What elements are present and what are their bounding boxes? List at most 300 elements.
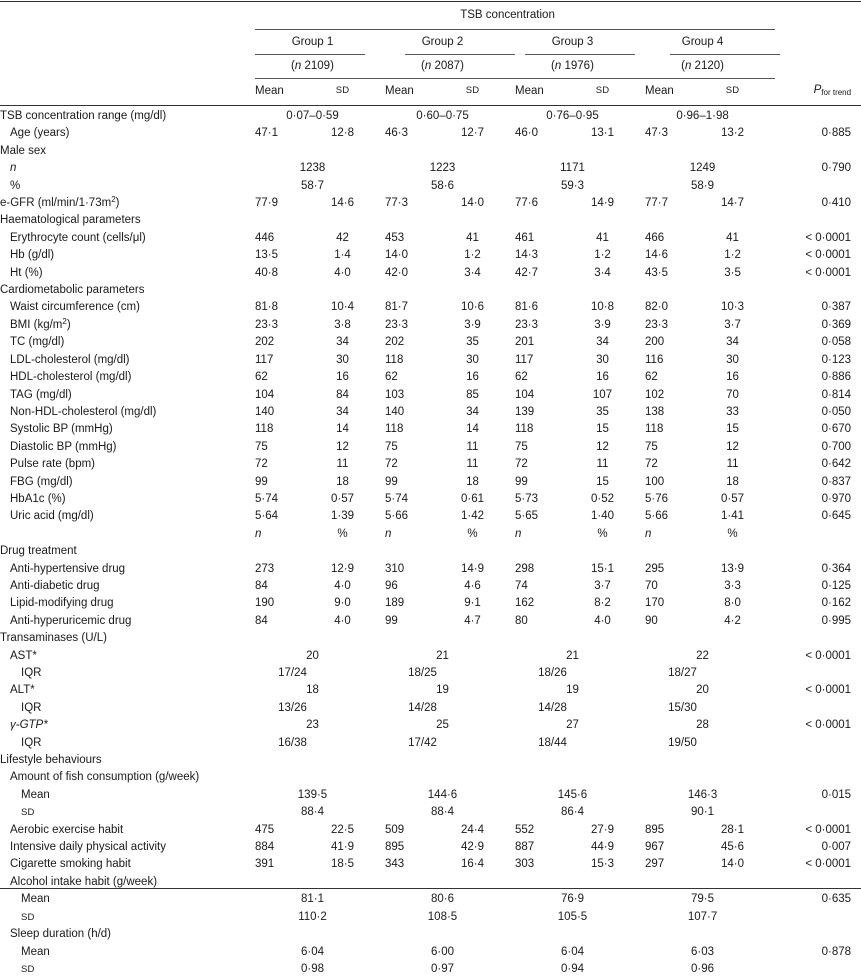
mean-value: 23·3 [515, 318, 539, 331]
mean-value: 466 [645, 231, 665, 244]
spacer [370, 352, 385, 369]
sd-value: 16 [466, 371, 479, 384]
p-trend-value: < 0·0001 [805, 719, 852, 732]
value: 79·5 [691, 893, 715, 906]
row-label: Age (years) [10, 127, 70, 140]
table-row [0, 735, 861, 752]
empty-cell [445, 769, 500, 786]
spacer [500, 508, 515, 525]
spacer [630, 561, 645, 578]
sd-value: 18 [336, 475, 349, 488]
value: 20 [696, 684, 709, 697]
empty-cell [645, 752, 705, 769]
spacer [500, 439, 515, 456]
spacer [370, 926, 385, 943]
sd-value: 34 [726, 336, 739, 349]
table-row [0, 630, 861, 647]
empty-cell [255, 143, 315, 160]
spacer [370, 961, 385, 978]
sd-value: 9·0 [334, 597, 351, 610]
spacer [630, 944, 645, 961]
row-label: Ht (%) [10, 266, 43, 279]
empty-cell [385, 752, 445, 769]
mean-value: 116 [645, 353, 664, 366]
empty-cell [255, 769, 315, 786]
value: 107·7 [687, 910, 718, 923]
sd-value: 34 [466, 405, 479, 418]
p-trend-value: 0·635 [821, 893, 852, 906]
p-trend-value: < 0·0001 [805, 858, 852, 871]
p-trend-value: 0·886 [821, 371, 852, 384]
spacer [500, 108, 515, 125]
table-row [0, 944, 861, 961]
empty-cell [385, 630, 445, 647]
p-trend-value [760, 752, 861, 769]
p-trend-value [760, 769, 861, 786]
table-row [0, 839, 861, 856]
spacer [500, 387, 515, 404]
table-row [0, 961, 861, 978]
spacer [630, 700, 645, 717]
p-trend-value: 0·364 [821, 562, 852, 575]
spacer [370, 265, 385, 282]
spacer [500, 735, 515, 752]
mean-value: 310 [385, 562, 405, 575]
sd-value: 14 [336, 423, 349, 436]
table-row [0, 526, 861, 543]
mean-value: 118 [385, 423, 404, 436]
percent-label: % [597, 527, 608, 540]
spacer [630, 456, 645, 473]
range-value: 0·76–0·95 [546, 110, 599, 122]
sd-value: 15·3 [590, 858, 615, 871]
mean-value: 43·5 [645, 266, 669, 279]
table-row [0, 178, 861, 195]
p-trend-value [760, 804, 861, 821]
sd-value: 3·9 [594, 318, 611, 331]
sd-value: 34 [596, 336, 609, 349]
spacer [630, 856, 645, 873]
empty-cell [575, 769, 630, 786]
mean-value: 189 [385, 597, 405, 610]
value: 15/30 [668, 701, 697, 714]
sd-value: 33 [726, 405, 739, 418]
row-label: Drug treatment [0, 545, 77, 558]
table-row [0, 613, 861, 630]
spacer [630, 369, 645, 386]
mean-value: 81·7 [385, 301, 409, 314]
spacer [500, 299, 515, 316]
p-trend-value [760, 212, 861, 229]
spacer [630, 421, 645, 438]
row-label: Non-HDL-cholesterol (mg/dl) [10, 405, 157, 418]
row-label: TC (mg/dl) [10, 336, 65, 349]
mean-value: 62 [385, 371, 398, 384]
empty-cell [515, 630, 575, 647]
sd-value: 4·6 [464, 579, 481, 592]
mean-value: 77·3 [385, 197, 409, 210]
row-label: TSB concentration range (mg/dl) [0, 110, 167, 122]
mean-value: 81·6 [515, 301, 539, 314]
spacer [370, 456, 385, 473]
mean-value: 70 [645, 579, 658, 592]
spacer [630, 247, 645, 264]
sd-value: 3·9 [464, 318, 481, 331]
row-label: Uric acid (mg/dl) [10, 510, 94, 523]
sd-value: 35 [466, 336, 479, 349]
sd-value: 12 [726, 440, 739, 453]
spacer [630, 143, 645, 160]
spacer [500, 595, 515, 612]
spacer [630, 125, 645, 142]
value: 18/26 [538, 667, 567, 679]
mean-value: 117 [515, 353, 534, 366]
empty-cell [575, 143, 630, 160]
row-label: Alcohol intake habit (g/week) [10, 875, 158, 888]
empty-cell [515, 926, 575, 943]
row-label: Pulse rate (bpm) [10, 458, 96, 471]
p-trend-value: 0·645 [821, 510, 852, 523]
p-trend-value: 0·670 [821, 423, 852, 436]
mean-value: 47·3 [645, 127, 669, 140]
sd-value: 13·2 [721, 127, 745, 140]
empty-cell [315, 630, 370, 647]
value: 25 [436, 719, 449, 732]
sd-value: 70 [726, 388, 739, 401]
empty-cell [645, 212, 705, 229]
table-row [0, 247, 861, 264]
sd-value: 12·8 [330, 127, 355, 140]
spacer [500, 334, 515, 351]
spacer [630, 717, 645, 734]
p-trend-value: < 0·0001 [805, 249, 852, 262]
sd-value: 15 [596, 423, 609, 436]
sd-value: 3·7 [724, 318, 741, 331]
sd-value: 84 [336, 388, 349, 401]
sd-value: 14·0 [460, 197, 485, 210]
empty-cell [315, 143, 370, 160]
sd-value: 4·0 [334, 266, 351, 279]
empty-cell [445, 926, 500, 943]
table-row [0, 508, 861, 525]
spacer [630, 526, 645, 543]
p-trend-value [760, 526, 861, 543]
spacer [370, 247, 385, 264]
range-value: 0·60–0·75 [416, 110, 469, 122]
table-row [0, 143, 861, 160]
spacer [500, 874, 515, 891]
table-row [0, 769, 861, 786]
spacer [370, 369, 385, 386]
row-label: Lipid-modifying drug [10, 597, 114, 610]
row-label: e-GFR $(ml/\min/1\cdot 73m^2)$ [0, 195, 120, 210]
value: 81·1 [300, 893, 325, 906]
sd-value: 13·1 [590, 127, 615, 140]
spacer [630, 352, 645, 369]
mean-value: 75 [515, 440, 528, 453]
mean-value: 75 [645, 440, 658, 453]
value: 21 [436, 649, 449, 662]
sd-value: 1·2 [464, 249, 481, 262]
mean-value: 118 [255, 423, 274, 436]
spacer [370, 474, 385, 491]
group3-label: Group 3 [551, 36, 594, 48]
mean-value: 884 [255, 841, 275, 854]
empty-cell [255, 752, 315, 769]
empty-cell [385, 212, 445, 229]
table-row [0, 474, 861, 491]
spacer [500, 543, 515, 560]
sd-value: 0·61 [460, 492, 485, 505]
empty-cell [385, 543, 445, 560]
spacer [500, 404, 515, 421]
spacer [630, 735, 645, 752]
mean-value: 77·6 [515, 197, 539, 210]
mean-value: 895 [645, 823, 665, 836]
spacer [370, 561, 385, 578]
n-label: n [515, 527, 522, 540]
mean-value: 77·9 [255, 197, 279, 210]
sd-value: 10·4 [330, 301, 355, 314]
value: 139·5 [297, 788, 328, 801]
spacer [500, 613, 515, 630]
sd-value: 27·9 [590, 823, 615, 836]
p-trend-value: 0·007 [821, 841, 852, 854]
value: 0·97 [430, 962, 455, 975]
spacer [370, 404, 385, 421]
mean-value: 14·6 [645, 249, 669, 262]
value: 6·04 [300, 945, 325, 958]
value: 14/28 [538, 701, 567, 714]
sd-value: 14·9 [460, 562, 485, 575]
spacer [630, 108, 645, 125]
p-trend-value [760, 282, 861, 299]
mean-value: 84 [255, 579, 268, 592]
sd-value: 4·0 [334, 579, 351, 592]
table-row [0, 874, 861, 891]
empty-cell [705, 630, 760, 647]
sd-value: 10·3 [721, 301, 745, 314]
table-row [0, 682, 861, 699]
mean-value: 118 [515, 423, 534, 436]
value: 88·4 [300, 806, 325, 819]
p-trend-value: 0·700 [821, 440, 852, 453]
spacer [630, 595, 645, 612]
spacer [630, 195, 645, 212]
spacer [630, 265, 645, 282]
mean-value: 5·64 [255, 510, 279, 523]
empty-cell [575, 282, 630, 299]
row-label: γ-GTP* [10, 719, 48, 732]
p-trend-value: < 0·0001 [805, 684, 852, 697]
value: 108·5 [427, 910, 458, 923]
spacer [370, 787, 385, 804]
table-row [0, 804, 861, 821]
empty-cell [445, 543, 500, 560]
sd-value: 11 [596, 458, 609, 471]
sd-value: 15·1 [590, 562, 615, 575]
sd-value: 4·7 [464, 614, 481, 627]
mean-value: 138 [645, 405, 665, 418]
p-trend-value: < 0·0001 [805, 231, 852, 244]
table-row [0, 160, 861, 177]
spacer [630, 474, 645, 491]
empty-cell [515, 543, 575, 560]
empty-cell [575, 752, 630, 769]
empty-cell [575, 212, 630, 229]
sd-value: 4·0 [594, 614, 611, 627]
table-row [0, 282, 861, 299]
spacer [500, 839, 515, 856]
value: 19/50 [668, 736, 697, 749]
spacer [500, 856, 515, 873]
sd-value: 4·0 [334, 614, 351, 627]
row-label: SD [21, 911, 35, 923]
sd-value: 18 [726, 475, 739, 488]
mean-value: 5·74 [255, 492, 279, 505]
tsb-header: TSB concentration [460, 9, 555, 21]
value: 20 [306, 649, 319, 662]
value: 1223 [429, 162, 456, 175]
sd-value: 0·57 [330, 492, 355, 505]
spacer [630, 299, 645, 316]
mean-value: 99 [255, 475, 268, 488]
percent-label: % [337, 527, 348, 540]
mean-value: 200 [645, 336, 665, 349]
group2-n: (n 2087) [421, 60, 464, 72]
p-trend-value [760, 143, 861, 160]
sd-value: 14 [466, 423, 479, 436]
sd-value: 0·52 [590, 492, 615, 505]
p-trend-value [760, 543, 861, 560]
sd-value: 1·4 [334, 249, 351, 262]
value: 23 [306, 719, 319, 732]
spacer [500, 317, 515, 334]
empty-cell [255, 630, 315, 647]
mean-value: 170 [645, 597, 665, 610]
sd-value: 16·4 [460, 858, 485, 871]
sd-value: 3·7 [594, 579, 611, 592]
mean-value: 162 [515, 597, 535, 610]
value: 18/44 [538, 736, 567, 749]
empty-cell [315, 874, 370, 891]
value: 21 [566, 649, 579, 662]
p-trend-value: 0·790 [821, 162, 852, 175]
mean-value: 509 [385, 823, 405, 836]
mean-value: 391 [255, 858, 275, 871]
p-trend-value: < 0·0001 [805, 823, 852, 836]
p-trend-value [760, 108, 861, 125]
spacer [370, 299, 385, 316]
sd-value: 1·2 [594, 249, 611, 262]
spacer [500, 178, 515, 195]
row-label: FBG (mg/dl) [10, 475, 73, 488]
sd-value: 18 [466, 475, 479, 488]
spacer [500, 787, 515, 804]
row-label: SD [21, 807, 35, 819]
mean-value: 5·65 [515, 510, 539, 523]
value: 58·7 [300, 179, 325, 192]
p-trend-value: 0·837 [821, 475, 852, 488]
mean-value: 552 [515, 823, 535, 836]
spacer [500, 630, 515, 647]
spacer [370, 909, 385, 926]
sd-value: 14·6 [330, 197, 355, 210]
group1-label: Group 1 [291, 36, 334, 48]
mean-value: 201 [515, 336, 535, 349]
empty-cell [575, 874, 630, 891]
mean-value: 72 [645, 458, 658, 471]
n-label: n [385, 527, 392, 540]
mean-value: 84 [255, 614, 268, 627]
p-trend-value: 0·369 [821, 318, 852, 331]
spacer [630, 874, 645, 891]
mean-value: 46·0 [515, 127, 539, 140]
spacer [370, 508, 385, 525]
spacer [370, 700, 385, 717]
row-label: IQR [21, 736, 42, 749]
group3-n: (n 1976) [551, 60, 594, 72]
sd-value: 1·41 [721, 510, 745, 523]
sd-value: 41·9 [330, 841, 355, 854]
sd-value: 34 [336, 336, 349, 349]
row-label: Mean [21, 945, 50, 958]
spacer [500, 265, 515, 282]
spacer [500, 369, 515, 386]
mean-value: 273 [255, 562, 275, 575]
group2-label: Group 2 [421, 36, 464, 48]
spacer [370, 282, 385, 299]
spacer [500, 474, 515, 491]
sd-value: 30 [466, 353, 479, 366]
spacer [370, 543, 385, 560]
spacer [370, 735, 385, 752]
sd-value: 11 [336, 458, 349, 471]
sd-value: 11 [466, 458, 479, 471]
value: 0·96 [691, 962, 715, 975]
sd-value: 16 [726, 371, 739, 384]
empty-cell [385, 769, 445, 786]
empty-cell [645, 769, 705, 786]
empty-cell [385, 143, 445, 160]
sd-value: 24·4 [460, 823, 485, 836]
value: 6·03 [691, 945, 715, 958]
empty-cell [645, 543, 705, 560]
spacer [630, 752, 645, 769]
n-label: n [255, 527, 262, 540]
sd-value: 45·6 [721, 841, 745, 854]
sd-value: 0·57 [721, 492, 745, 505]
spacer [370, 839, 385, 856]
empty-cell [255, 543, 315, 560]
sd-value: 15 [596, 475, 609, 488]
mean-value: 99 [385, 614, 398, 627]
value: 6·00 [430, 945, 455, 958]
sd-value: 3·5 [724, 266, 741, 279]
spacer [370, 195, 385, 212]
value: 144·6 [427, 788, 458, 801]
row-label: Transaminases (U/L) [0, 632, 107, 645]
p-trend-value: 0·125 [821, 579, 852, 592]
row-label: Anti-diabetic drug [10, 579, 100, 592]
mean-value: 62 [255, 371, 268, 384]
p-trend-value: 0·970 [821, 492, 852, 505]
empty-cell [515, 282, 575, 299]
row-label: ALT* [10, 684, 35, 697]
mean-value: 104 [515, 388, 535, 401]
row-label: Aerobic exercise habit [10, 823, 124, 836]
sd-value: 8·2 [594, 597, 611, 610]
